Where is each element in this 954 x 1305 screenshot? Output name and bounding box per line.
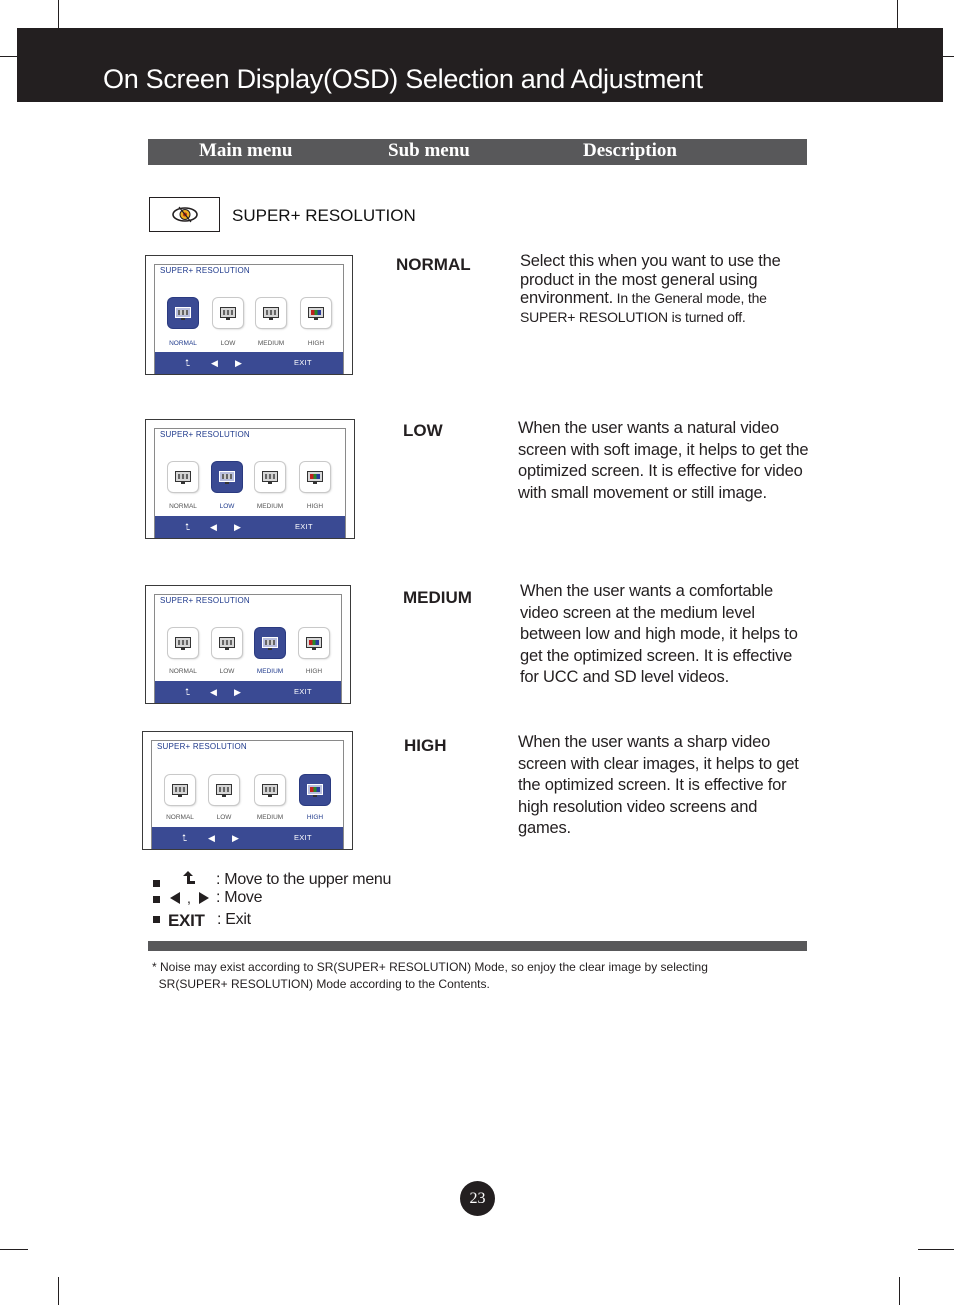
osd-option-label: LOW [219, 668, 235, 675]
osd-option-high [300, 775, 330, 805]
left-arrow-icon [168, 891, 182, 905]
crop-mark [58, 0, 59, 28]
return-arrow-icon: ⮤ [182, 833, 188, 843]
osd-option-label: HIGH [305, 668, 323, 675]
left-arrow-icon: ◀ [210, 522, 217, 532]
osd-panel-title: SUPER+ RESOLUTION [160, 266, 250, 275]
footnote [152, 959, 708, 993]
column-header-bar [148, 139, 807, 165]
page-number: 23 [460, 1181, 495, 1216]
osd-option-low [212, 462, 242, 492]
crop-mark [897, 0, 898, 28]
crop-mark [58, 1277, 59, 1305]
osd-option-label: MEDIUM [256, 503, 284, 510]
osd-nav-bar [155, 681, 341, 703]
footnote-line: * Noise may exist according to SR(SUPER+ RESOLUTION) Mode, so enjoy the clear image by selecting [152, 960, 708, 974]
legend-exit: : Exit [217, 911, 251, 928]
osd-option-high [300, 462, 330, 492]
mode-description-high: When the user wants a sharp video screen with clear images, it helps to get the optimized screen. It is effective for high resolution video screens and games. [518, 733, 799, 837]
osd-option-medium [255, 775, 285, 805]
legend-exit-key: EXIT [168, 911, 205, 930]
crop-mark [899, 1277, 900, 1305]
osd-option-high [299, 628, 329, 658]
mode-label-medium: MEDIUM [403, 588, 472, 607]
section-title: SUPER+ RESOLUTION [232, 206, 416, 225]
return-arrow-icon [180, 870, 196, 886]
osd-option-medium [255, 628, 285, 658]
osd-nav-bar [152, 827, 343, 849]
right-arrow-icon: ▶ [234, 687, 241, 697]
return-arrow-icon: ⮤ [185, 522, 191, 532]
left-arrow-icon: ◀ [211, 358, 218, 368]
osd-option-medium [255, 462, 285, 492]
right-arrow-icon [197, 891, 211, 905]
mode-label-normal: NORMAL [396, 255, 471, 274]
osd-option-high [301, 298, 331, 328]
column-main-menu: Main menu [199, 140, 293, 161]
osd-option-label: LOW [216, 814, 232, 821]
mode-description-medium: When the user wants a comfortable video screen at the medium level between low and high mode, it helps to get the optimized screen. It is effective for UCC and SD level videos. [520, 582, 798, 686]
osd-panel-normal [145, 255, 353, 375]
osd-option-low [213, 298, 243, 328]
osd-exit-label: EXIT [294, 833, 312, 842]
crop-mark [943, 56, 954, 57]
osd-exit-label: EXIT [295, 522, 313, 531]
osd-option-label: HIGH [307, 340, 325, 347]
osd-panel-medium [145, 585, 351, 704]
osd-option-normal [168, 628, 198, 658]
osd-option-label: LOW [219, 503, 235, 510]
footnote-line: SR(SUPER+ RESOLUTION) Mode according to the Contents. [152, 977, 490, 991]
page-title: On Screen Display(OSD) Selection and Adjustment [103, 64, 703, 94]
osd-option-label: HIGH [306, 814, 324, 821]
description-text: Select this when you want to use the product in the most general using environment. [520, 252, 781, 307]
osd-panel-title: SUPER+ RESOLUTION [160, 596, 250, 605]
osd-option-low [209, 775, 239, 805]
crop-mark [918, 1249, 954, 1250]
osd-option-label: LOW [220, 340, 236, 347]
column-sub-menu: Sub menu [388, 140, 470, 161]
osd-exit-label: EXIT [294, 687, 312, 696]
osd-option-label: NORMAL [169, 668, 197, 675]
osd-option-normal [168, 462, 198, 492]
column-description: Description [583, 140, 677, 161]
crop-mark [0, 1249, 28, 1250]
osd-exit-label: EXIT [294, 358, 312, 367]
osd-panel-title: SUPER+ RESOLUTION [157, 742, 247, 751]
bottom-divider [148, 941, 807, 951]
legend-bullet [153, 896, 160, 903]
legend-upper-menu: : Move to the upper menu [216, 871, 392, 888]
legend-move: : Move [216, 889, 263, 906]
osd-option-label: HIGH [306, 503, 324, 510]
left-arrow-icon: ◀ [208, 833, 215, 843]
crop-mark [0, 56, 17, 57]
osd-option-low [212, 628, 242, 658]
right-arrow-icon: ▶ [232, 833, 239, 843]
legend-bullet [153, 916, 160, 923]
legend-bullet [153, 880, 160, 887]
left-arrow-icon: ◀ [210, 687, 217, 697]
osd-option-label: NORMAL [169, 340, 197, 347]
eye-icon [150, 198, 219, 231]
osd-option-label: MEDIUM [256, 814, 284, 821]
osd-nav-bar [155, 516, 345, 538]
mode-description-normal [520, 252, 804, 326]
osd-option-label: MEDIUM [256, 668, 284, 675]
legend-comma: , [187, 890, 191, 906]
osd-panel-low [145, 419, 355, 539]
mode-label-high: HIGH [404, 736, 447, 755]
osd-option-normal [165, 775, 195, 805]
right-arrow-icon: ▶ [235, 358, 242, 368]
osd-option-label: MEDIUM [257, 340, 285, 347]
description-note: In the General mode, the SUPER+ RESOLUTION is turned off. [520, 290, 767, 325]
mode-description-low: When the user wants a natural video screen with soft image, it helps to get the optimized screen. It is effective for video with small movement or still image. [518, 419, 809, 502]
osd-panel-title: SUPER+ RESOLUTION [160, 430, 250, 439]
osd-option-normal [168, 298, 198, 328]
osd-option-label: NORMAL [166, 814, 194, 821]
osd-option-label: NORMAL [169, 503, 197, 510]
return-arrow-icon: ⮤ [185, 687, 191, 697]
mode-label-low: LOW [403, 421, 443, 440]
section-icon-box [149, 197, 220, 232]
return-arrow-icon: ⮤ [185, 358, 191, 368]
osd-panel-high [142, 731, 353, 850]
osd-nav-bar [155, 352, 343, 374]
right-arrow-icon: ▶ [234, 522, 241, 532]
osd-option-medium [256, 298, 286, 328]
